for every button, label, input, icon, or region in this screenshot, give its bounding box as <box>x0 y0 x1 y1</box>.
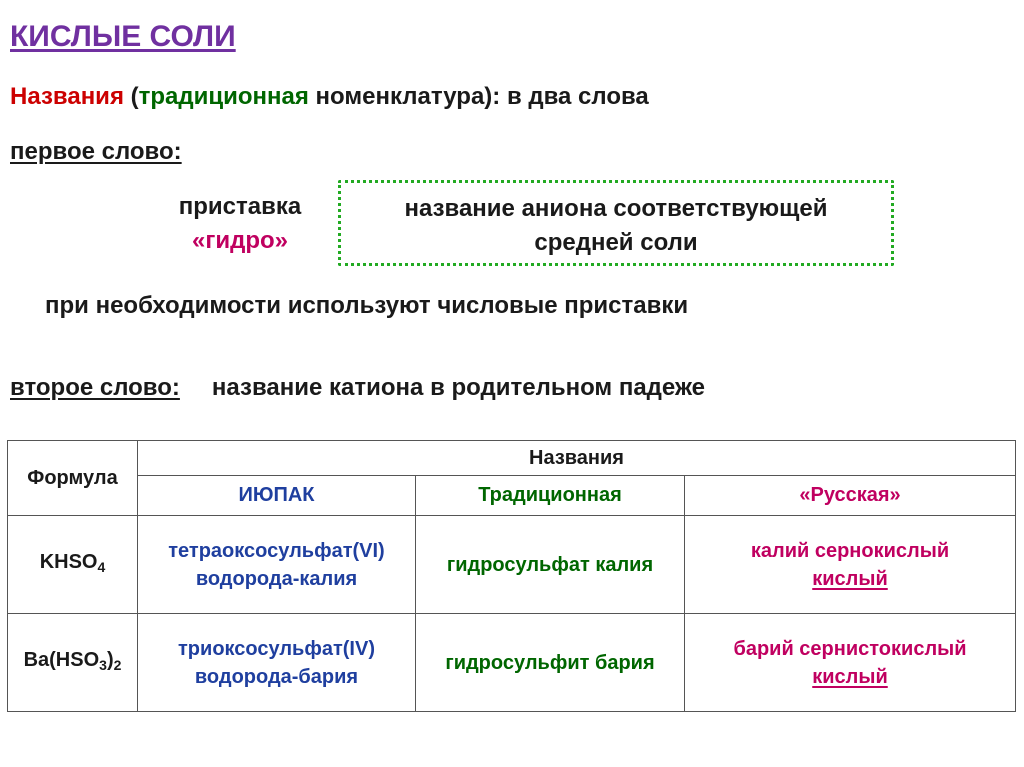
table-subheader-row <box>8 476 1016 516</box>
russian-line-1: калий сернокислый <box>750 539 950 562</box>
iupac-line-2: водорода-бария <box>194 665 359 688</box>
formula-subscript: 2 <box>113 657 122 673</box>
table-header-row <box>8 441 1016 476</box>
russian-line-2: кислый <box>812 665 888 688</box>
formula-subscript: 3 <box>99 657 107 673</box>
prefix-value: «гидро» <box>192 227 288 254</box>
russian-header: «Русская» <box>685 476 1016 516</box>
formula-text: KHSO <box>39 551 98 573</box>
traditional-word: традиционная <box>138 83 309 110</box>
formula-cell <box>8 516 138 614</box>
prefix-label: приставка <box>178 193 302 220</box>
table-row <box>8 516 1016 614</box>
iupac-line-1: тетраоксосульфат(VI) <box>168 539 385 562</box>
traditional-header: Традиционная <box>416 476 685 516</box>
numeric-prefix-note: при необходимости используют числовые приставки <box>45 292 689 319</box>
iupac-line-1: триоксосульфат(IV) <box>178 637 375 660</box>
russian-line-1: барий сернистокислый <box>733 637 967 660</box>
iupac-header: ИЮПАК <box>138 476 416 516</box>
names-word: Названия <box>10 83 124 110</box>
table-row <box>8 614 1016 712</box>
names-line-rest: номенклатура): в два слова <box>308 83 649 110</box>
traditional-cell: гидросульфит бария <box>416 614 685 712</box>
names-header: Названия <box>138 441 1016 476</box>
iupac-line-2: водорода-калия <box>195 567 358 590</box>
first-word-heading: первое слово: <box>10 138 182 165</box>
anion-line-1: название аниона соответствующей <box>404 195 828 222</box>
formula-subscript: 4 <box>97 559 106 575</box>
formula-text: ) <box>106 649 114 671</box>
names-open-paren: ( <box>123 83 139 110</box>
formula-cell <box>8 614 138 712</box>
russian-cell <box>685 614 1016 712</box>
anion-dotted-box <box>338 180 894 266</box>
anion-line-2: средней соли <box>534 229 698 256</box>
names-table <box>7 440 1016 712</box>
iupac-cell <box>138 516 416 614</box>
prefix-block <box>160 190 320 258</box>
formula-header: Формула <box>8 441 138 516</box>
iupac-cell <box>138 614 416 712</box>
second-word-text: название катиона в родительном падеже <box>211 374 705 401</box>
names-line <box>10 83 649 111</box>
formula-text: Ba(HSO <box>23 649 100 671</box>
russian-cell <box>685 516 1016 614</box>
page-title: КИСЛЫЕ СОЛИ <box>10 20 236 53</box>
second-word-line <box>10 374 705 402</box>
traditional-cell: гидросульфат калия <box>416 516 685 614</box>
second-word-heading: второе слово: <box>10 374 180 401</box>
russian-line-2: кислый <box>812 567 888 590</box>
